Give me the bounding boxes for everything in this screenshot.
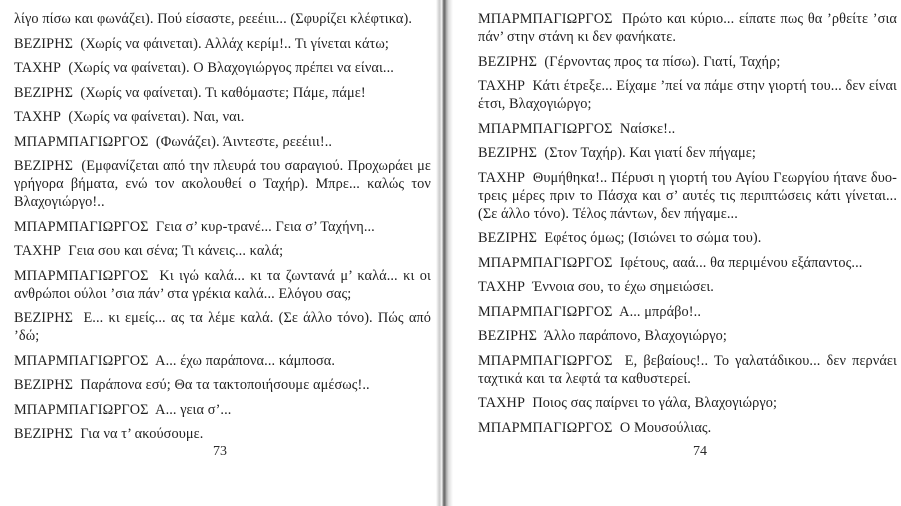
paragraph: ΜΠΑΡΜΠΑΓΙΩΡΓΟΣ Πρώτο και κύριο... είπατε πως θα ’ρθείτε ’σια πάν’ στην στάνη κι δεν φανήκατε. — [478, 11, 897, 45]
paragraph: ΒΕΖΙΡΗΣ Παράπονα εσύ; Θα τα τακτοποιήσουμε αμέσως!.. — [14, 377, 370, 393]
paragraph: ΤΑΧΗΡ (Χωρίς να φαίνεται). Ναι, ναι. — [14, 109, 245, 125]
paragraph: ΜΠΑΡΜΠΑΓΙΩΡΓΟΣ Ε, βεβαίους!.. Το γαλατάδικου... δεν περνάει ταχτικά και τα λεφτά τα καθυστερεί. — [478, 352, 897, 387]
paragraph: ΒΕΖΙΡΗΣ (Γέρνοντας προς τα πίσω). Γιατί, Ταχήρ; — [478, 53, 781, 70]
paragraph: ΜΠΑΡΜΠΑΓΙΩΡΓΟΣ Γεια σ’ κυρ-τρανέ... Γεια σ’ Ταχήνη... — [14, 218, 375, 235]
paragraph: ΜΠΑΡΜΠΑΓΙΩΡΓΟΣ Ο Μουσούλιας. — [478, 419, 712, 436]
paragraph: ΜΠΑΡΜΠΑΓΙΩΡΓΟΣ Α... μπράβο!.. — [478, 303, 702, 320]
paragraph: ΤΑΧΗΡ Ποιος σας παίρνει το γάλα, Βλαχογιώργο; — [478, 395, 778, 411]
paragraph: ΤΑΧΗΡ Γεια σου και σένα; Τι κάνεις... καλά; — [14, 243, 284, 259]
page-number-left: 73 — [213, 444, 227, 459]
paragraph: ΜΠΑΡΜΠΑΓΙΩΡΓΟΣ Ιφέτους, ααά... θα περιμένου εξάπαντος... — [478, 254, 863, 271]
page-gutter-divider — [436, 0, 453, 506]
paragraph: ΒΕΖΙΡΗΣ Ε... κι εμείς... ας τα λέμε καλά. (Σε άλλο τόνο). Πώς από ’δώ; — [14, 310, 431, 344]
page-right-text — [478, 10, 897, 437]
paragraph: ΒΕΖΙΡΗΣ (Εμφανίζεται από την πλευρά του σαραγιού. Προχωράει με γρήγορα βήματα, ενώ τον ακολουθεί ο Ταχήρ). Μπρε... καλώς τον Βλαχογιώργο!.. — [14, 158, 431, 210]
paragraph: ΤΑΧΗΡ Θυμήθηκα!.. Πέρυσι η γιορτή του Αγίου Γεωργίου ήτανε δυο-τρεις μέρες πριν το Πάσχα και σ’ αυτές τις περιπτώσεις κάτι γίνεται... (Σε άλλο τόνο). Τέλος πάντων, δεν πήγαμε... — [478, 169, 897, 222]
paragraph: ΒΕΖΙΡΗΣ Για να τ’ ακούσουμε. — [14, 426, 204, 442]
paragraph: ΤΑΧΗΡ Έννοια σου, το έχω σημειώσει. — [478, 279, 714, 295]
paragraph: ΤΑΧΗΡ (Χωρίς να φαίνεται). Ο Βλαχογιώργος πρέπει να είναι... — [14, 60, 394, 76]
paragraph: ΒΕΖΙΡΗΣ (Χωρίς να φάινεται). Αλλάχ κερίμ!.. Τι γίνεται κάτω; — [14, 35, 389, 52]
paragraph: ΒΕΖΙΡΗΣ (Χωρίς να φαίνεται). Τι καθόμαστε; Πάμε, πάμε! — [14, 84, 366, 101]
paragraph: ΒΕΖΙΡΗΣ (Στον Ταχήρ). Και γιατί δεν πήγαμε; — [478, 145, 756, 161]
page-left-text — [14, 10, 431, 443]
paragraph: ΜΠΑΡΜΠΑΓΙΩΡΓΟΣ Κι ιγώ καλά... κι τα ζωντανά μ’ καλά... κι οι ανθρώποι ούλοι ’σια πάν’ στα γρέκια καλά... Ελόγου σας; — [14, 267, 431, 302]
paragraph: ΜΠΑΡΜΠΑΓΙΩΡΓΟΣ Α... γεια σ’... — [14, 401, 232, 418]
paragraph: ΜΠΑΡΜΠΑΓΙΩΡΓΟΣ (Φωνάζει). Άιντεστε, ρεεέιιι!.. — [14, 133, 333, 150]
paragraph: ΤΑΧΗΡ Κάτι έτρεξε... Είχαμε ’πεί να πάμε στην γιορτή του... δεν είναι έτσι, Βλαχογιώργο; — [478, 78, 897, 112]
paragraph: ΒΕΖΙΡΗΣ Εφέτος όμως; (Ισιώνει το σώμα του). — [478, 230, 762, 246]
paragraph: ΒΕΖΙΡΗΣ Άλλο παράπονο, Βλαχογιώργο; — [478, 328, 727, 344]
page-number-right: 74 — [693, 444, 707, 459]
paragraph: ΜΠΑΡΜΠΑΓΙΩΡΓΟΣ Ναίσκε!.. — [478, 120, 676, 137]
paragraph: λίγο πίσω και φωνάζει). Πού είσαστε, ρεεέιιι... (Σφυρίζει κλέφτικα). — [14, 11, 413, 27]
paragraph: ΜΠΑΡΜΠΑΓΙΩΡΓΟΣ Α... έχω παράπονα... κάμποσα. — [14, 352, 336, 369]
